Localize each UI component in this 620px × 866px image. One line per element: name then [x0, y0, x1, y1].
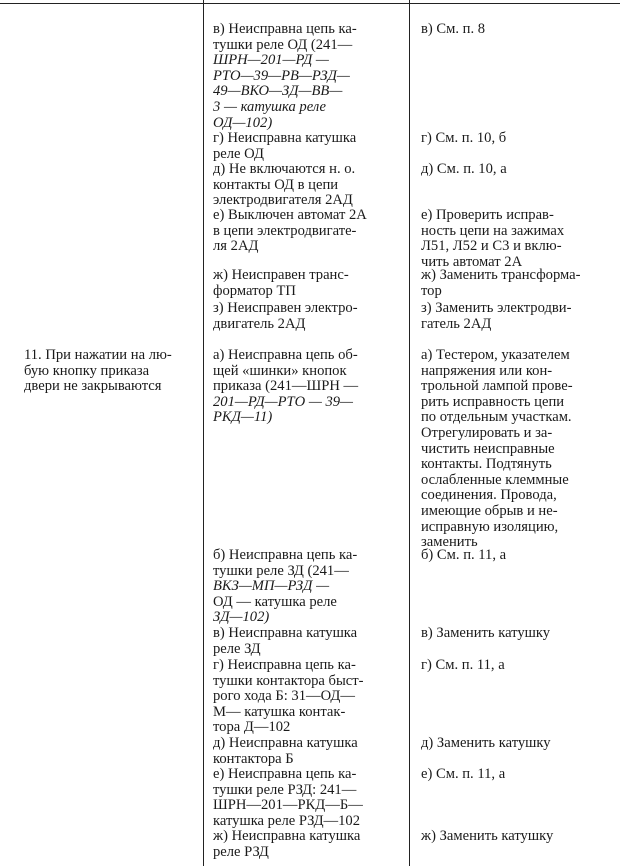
cause-line: реле РЗД — [213, 843, 269, 860]
cause-line: в) Неисправна катушка — [213, 625, 358, 641]
cause-g-1 — [213, 131, 399, 162]
malfunction-11-line: бую кнопку приказа — [24, 362, 150, 379]
remedy-line: ж) Заменить катушку — [421, 828, 554, 844]
cause-line: катушка реле РЗД—102 — [213, 812, 361, 829]
remedy-line: Отрегулировать и за- — [421, 424, 553, 441]
cause-line: 3 — катушка реле — [213, 98, 327, 115]
remedy-line: ж) Заменить трансформа- — [421, 267, 581, 283]
cause-g-2 — [213, 658, 399, 736]
remedy-b-2 — [421, 548, 613, 564]
cause-line: реле ЗД — [213, 640, 261, 657]
remedy-line: чить автомат 2А — [421, 253, 523, 270]
remedy-d-1 — [421, 162, 613, 178]
remedy-a-2 — [421, 348, 613, 551]
cause-z-1 — [213, 301, 399, 332]
cause-line: ля 2АД — [213, 238, 259, 255]
cause-zh-1 — [213, 268, 399, 299]
remedy-line: а) Тестером, указателем — [421, 347, 570, 363]
cause-line: ШРН—201—РД — — [213, 52, 329, 69]
remedy-line: ослабленные клеммные — [421, 471, 569, 488]
cause-line: форматор ТП — [213, 282, 296, 299]
remedy-e-1 — [421, 208, 613, 270]
cause-line: рого хода Б: 31—ОД— — [213, 688, 355, 705]
remedy-line: соединения. Провода, — [421, 487, 557, 504]
remedy-g-1 — [421, 131, 613, 147]
remedy-line: з) Заменить электродви- — [421, 300, 572, 316]
remedy-line: чистить неисправные — [421, 440, 555, 457]
cause-e-1 — [213, 208, 399, 255]
remedy-d-2 — [421, 736, 613, 752]
remedy-line: Л51, Л52 и С3 и вклю- — [421, 238, 562, 255]
cause-line: г) Неисправна катушка — [213, 130, 357, 146]
remedy-zh-2 — [421, 829, 613, 845]
remedy-v-2 — [421, 626, 613, 642]
remedy-line: исправную изоляцию, — [421, 518, 559, 535]
cause-zh-2 — [213, 829, 399, 860]
malfunction-11-line: двери не закрываются — [24, 378, 162, 395]
remedy-line: имеющие обрыв и не- — [421, 502, 558, 519]
cause-line: б) Неисправна цепь ка- — [213, 547, 358, 563]
remedy-zh-1 — [421, 268, 613, 299]
remedy-line: тор — [421, 282, 442, 299]
remedy-line: г) См. п. 10, б — [421, 130, 507, 146]
column-divider-left — [203, 0, 204, 866]
cause-d-2 — [213, 736, 399, 767]
cause-line: в) Неисправна цепь ка- — [213, 21, 357, 37]
remedy-line: д) Заменить катушку — [421, 735, 551, 751]
cause-d-1 — [213, 162, 399, 209]
top-rule — [0, 3, 620, 4]
cause-e-2 — [213, 767, 399, 829]
remedy-line: рить исправность цепи — [421, 393, 565, 410]
cause-line: 49—ВКО—ЗД—ВВ— — [213, 83, 343, 100]
malfunction-11 — [8, 348, 194, 395]
cause-line: электродвигателя 2АД — [213, 192, 353, 209]
cause-line: ж) Неисправен транс- — [213, 267, 349, 283]
cause-v-2 — [213, 626, 399, 657]
cause-line: а) Неисправна цепь об- — [213, 347, 358, 363]
cause-line: з) Неисправен электро- — [213, 300, 358, 316]
cause-line: тушки реле ЗД (241— — [213, 562, 349, 579]
remedy-e-2 — [421, 767, 613, 783]
remedy-line: ность цепи на зажимах — [421, 222, 565, 239]
cause-line: ОД—102) — [213, 114, 273, 131]
cause-line: е) Выключен автомат 2А — [213, 207, 367, 223]
remedy-line: в) См. п. 8 — [421, 21, 486, 37]
remedy-line: по отдельным участкам. — [421, 409, 572, 426]
remedy-line: г) См. п. 11, а — [421, 657, 505, 673]
cause-line: РТО—39—РВ—РЗД— — [213, 67, 350, 84]
cause-line: контактора Б — [213, 750, 294, 767]
remedy-line: б) См. п. 11, а — [421, 547, 507, 563]
remedy-line: д) См. п. 10, а — [421, 161, 507, 177]
cause-line: д) Неисправна катушка — [213, 735, 358, 751]
cause-line: ВКЗ—МП—РЗД — — [213, 578, 330, 595]
remedy-line: в) Заменить катушку — [421, 625, 551, 641]
cause-line: приказа (241—ШРН — — [213, 378, 359, 395]
cause-line: тушки контактора быст- — [213, 672, 364, 689]
cause-line: контакты ОД в цепи — [213, 176, 339, 193]
column-divider-right — [409, 0, 410, 866]
cause-line: М— катушка контак- — [213, 703, 346, 720]
remedy-line: гатель 2АД — [421, 315, 492, 332]
cause-line: 201—РД—РТО — 39— — [213, 393, 354, 410]
cause-line: ШРН—201—РКД—Б— — [213, 797, 363, 814]
malfunction-11-line: 11. При нажатии на лю- — [24, 347, 172, 363]
cause-line: ЗД—102) — [213, 609, 270, 626]
remedy-g-2 — [421, 658, 613, 674]
cause-line: е) Неисправна цепь ка- — [213, 766, 357, 782]
remedy-line: трольной лампой прове- — [421, 378, 573, 395]
remedy-line: е) См. п. 11, а — [421, 766, 506, 782]
cause-line: тушки реле РЗД: 241— — [213, 781, 357, 798]
cause-line: тора Д—102 — [213, 719, 291, 736]
cause-line: тушки реле ОД (241— — [213, 36, 353, 53]
cause-line: щей «шинки» кнопок — [213, 362, 347, 379]
remedy-line: заменить — [421, 534, 478, 551]
cause-b-2 — [213, 548, 399, 626]
remedy-line: контакты. Подтянуть — [421, 456, 552, 473]
cause-line: ОД — катушка реле — [213, 593, 337, 610]
cause-line: д) Не включаются н. о. — [213, 161, 356, 177]
remedy-v-1 — [421, 22, 613, 38]
cause-line: ж) Неисправна катушка — [213, 828, 361, 844]
cause-line: г) Неисправна цепь ка- — [213, 657, 356, 673]
cause-line: в цепи электродвигате- — [213, 222, 357, 239]
remedy-line: напряжения или кон- — [421, 362, 553, 379]
cause-line: РКД—11) — [213, 409, 273, 426]
remedy-z-1 — [421, 301, 613, 332]
cause-line: реле ОД — [213, 145, 264, 162]
cause-a-2 — [213, 348, 399, 426]
cause-line: двигатель 2АД — [213, 315, 306, 332]
remedy-line: е) Проверить исправ- — [421, 207, 554, 223]
cause-v-1 — [213, 22, 399, 131]
